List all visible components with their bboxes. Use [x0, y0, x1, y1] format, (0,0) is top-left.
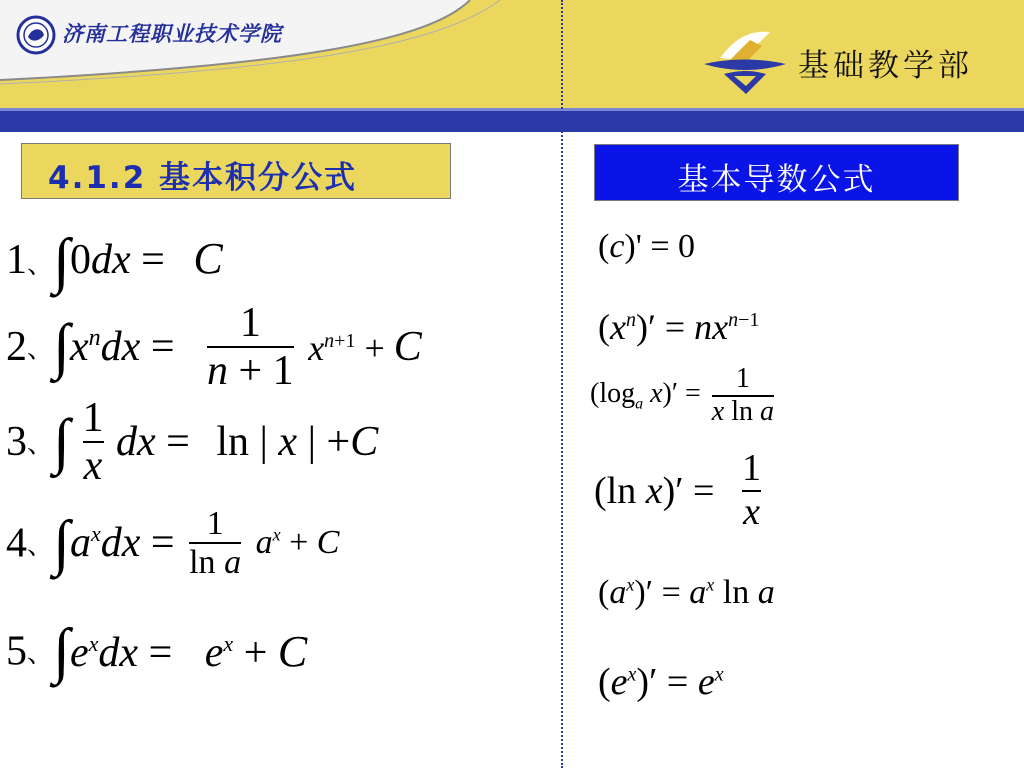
derivative-formula-3: ($\log_a$ x)′ = $\frac{1}{\text{x ln a}}$: [590, 363, 775, 427]
derivative-formula-2: $(x^n)' = nx^{n-1}$: [598, 307, 760, 347]
integral-formula-4: 4、$\int a^xdx$ = $\frac{1}{\text{ln a}}$ $a^x + C$: [6, 505, 340, 582]
department-logo-icon: [700, 20, 790, 98]
department-name: 基础教学部: [798, 48, 973, 84]
section-title-box: [21, 143, 451, 199]
derivative-formula-6: $(e^x)' = e^x$: [598, 661, 724, 703]
subtitle: 基本导数公式: [677, 162, 876, 198]
school-seal-icon: [16, 15, 56, 55]
derivative-formula-4: (ln x)′ = $\frac{1}{x}$: [594, 447, 761, 533]
column-divider: [561, 0, 563, 768]
integral-formula-1: 1、∫0dx = C: [6, 227, 223, 295]
integral-formula-5: 5、$\int e^xdx = e^x + C$: [6, 617, 308, 685]
integral-formula-3: 3、∫ $\frac{1}{x}$ dx = ln | x | +C: [6, 395, 379, 490]
section-title: 4.1.2 基本积分公式: [48, 160, 358, 196]
integral-formula-2: 2、$\int x^ndx$ = $\frac{1}{n + 1}$ $x^{n+1} + C$: [6, 300, 422, 395]
derivative-formula-5: $(a^x)' = a^x$ ln a: [598, 574, 775, 611]
school-name: 济南工程职业技术学院: [62, 21, 282, 46]
header-blue-bar: [0, 108, 1024, 132]
derivative-formula-1: (c)' = 0: [598, 228, 696, 265]
subtitle-box: [594, 144, 959, 201]
